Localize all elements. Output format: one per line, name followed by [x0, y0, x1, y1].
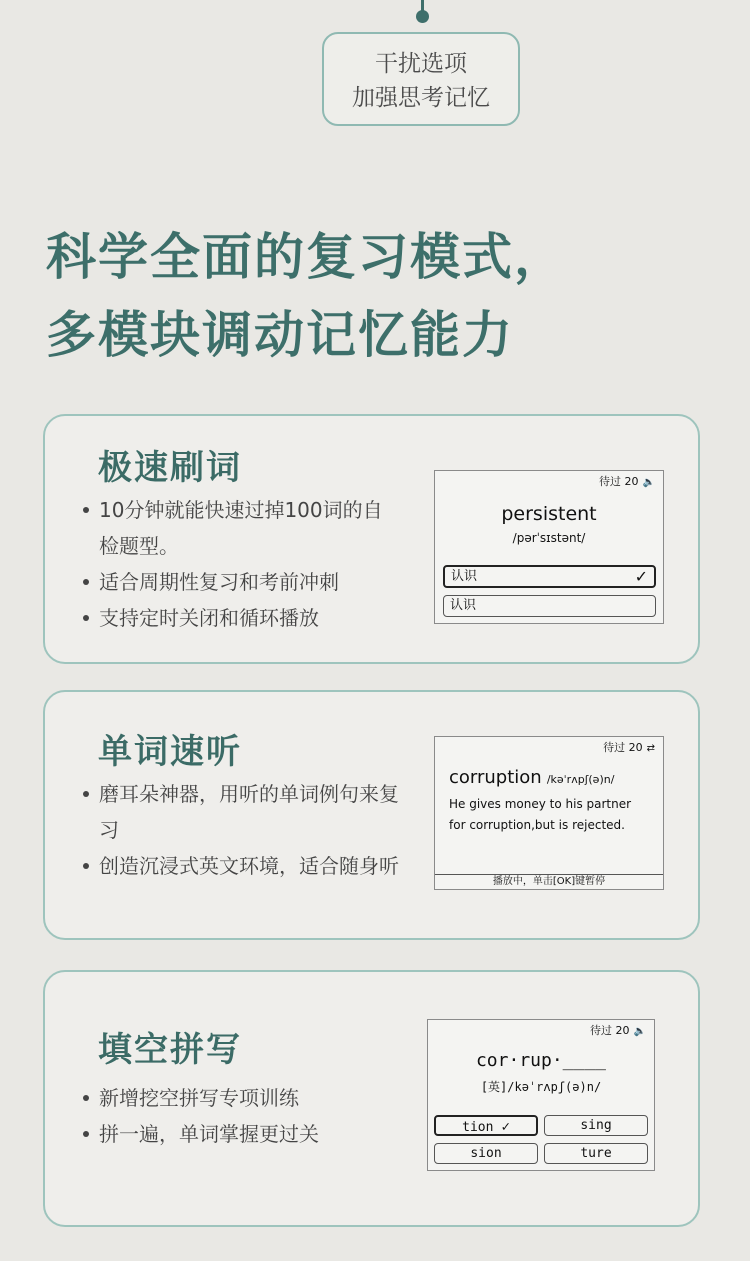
sentence-line: for corruption,but is rejected. — [449, 818, 625, 832]
timeline-dot — [416, 10, 429, 23]
tag-line-1: 干扰选项 — [375, 51, 467, 77]
counter-text: 待过 20 — [603, 741, 643, 754]
speaker-icon: 🔈 — [633, 1026, 646, 1037]
phonetic: [英]/kəˈrʌpʃ(ə)n/ — [480, 1080, 602, 1094]
card-title: 极速刷词 — [98, 448, 242, 488]
bullet-item: 支持定时关闭和循环播放 — [81, 600, 401, 636]
counter — [599, 473, 655, 489]
counter-text: 待过 20 — [590, 1024, 630, 1037]
demo-screen — [427, 1019, 655, 1171]
demo-screen — [434, 470, 664, 624]
option-sion[interactable]: sion — [434, 1143, 538, 1164]
card-quick-review — [43, 414, 700, 664]
card-title: 单词速听 — [98, 732, 242, 772]
tag-line-2: 加强思考记忆 — [352, 85, 490, 111]
speaker-icon: 🔈 — [642, 477, 655, 488]
option-label: tion — [462, 1120, 494, 1135]
check-icon: ✓ — [634, 567, 648, 586]
phonetic: /pərˈsɪstənt/ — [512, 531, 586, 545]
headline — [46, 218, 566, 374]
option-label: 认识 — [450, 598, 477, 613]
loop-icon: ⇄ — [646, 743, 655, 754]
counter — [603, 739, 655, 755]
bullet-item: 磨耳朵神器，用听的单词例句来复习 — [81, 776, 401, 848]
word-row — [449, 767, 614, 788]
card-fill-spelling — [43, 970, 700, 1227]
headline-line-2: 多模块调动记忆能力 — [46, 306, 514, 364]
headline-line-1: 科学全面的复习模式， — [46, 228, 566, 286]
check-icon: ✓ — [501, 1119, 510, 1135]
counter — [590, 1022, 646, 1038]
bullet-list — [81, 1080, 401, 1152]
word-with-blank: cor·rup·____ — [475, 1050, 607, 1071]
bullet-item: 新增挖空拼写专项训练 — [81, 1080, 401, 1116]
option-sing[interactable]: sing — [544, 1115, 648, 1136]
bullet-item: 创造沉浸式英文环境，适合随身听 — [81, 848, 401, 884]
word: corruption — [449, 767, 542, 788]
bullet-item: 拼一遍，单词掌握更过关 — [81, 1116, 401, 1152]
bullet-list — [81, 776, 401, 884]
option-know[interactable] — [443, 565, 656, 588]
bullet-item: 适合周期性复习和考前冲刺 — [81, 564, 401, 600]
card-quick-listen — [43, 690, 700, 940]
bullet-list — [81, 492, 401, 636]
option-know-2[interactable] — [443, 595, 656, 617]
bullet-item: 10分钟就能快速过掉100词的自检题型。 — [81, 492, 401, 564]
option-ture[interactable]: ture — [544, 1143, 648, 1164]
phonetic: /kəˈrʌpʃ(ə)n/ — [546, 773, 615, 786]
sentence-line: He gives money to his partner — [449, 797, 632, 811]
playback-status: 播放中，单击[OK]键暂停 — [435, 874, 663, 889]
option-label: 认识 — [451, 569, 478, 584]
example-sentence — [449, 794, 631, 836]
option-tion[interactable] — [434, 1115, 538, 1136]
feature-tag — [322, 32, 520, 126]
demo-screen — [434, 736, 664, 890]
card-title: 填空拼写 — [98, 1030, 242, 1070]
counter-text: 待过 20 — [599, 475, 639, 488]
word: persistent — [501, 503, 597, 525]
